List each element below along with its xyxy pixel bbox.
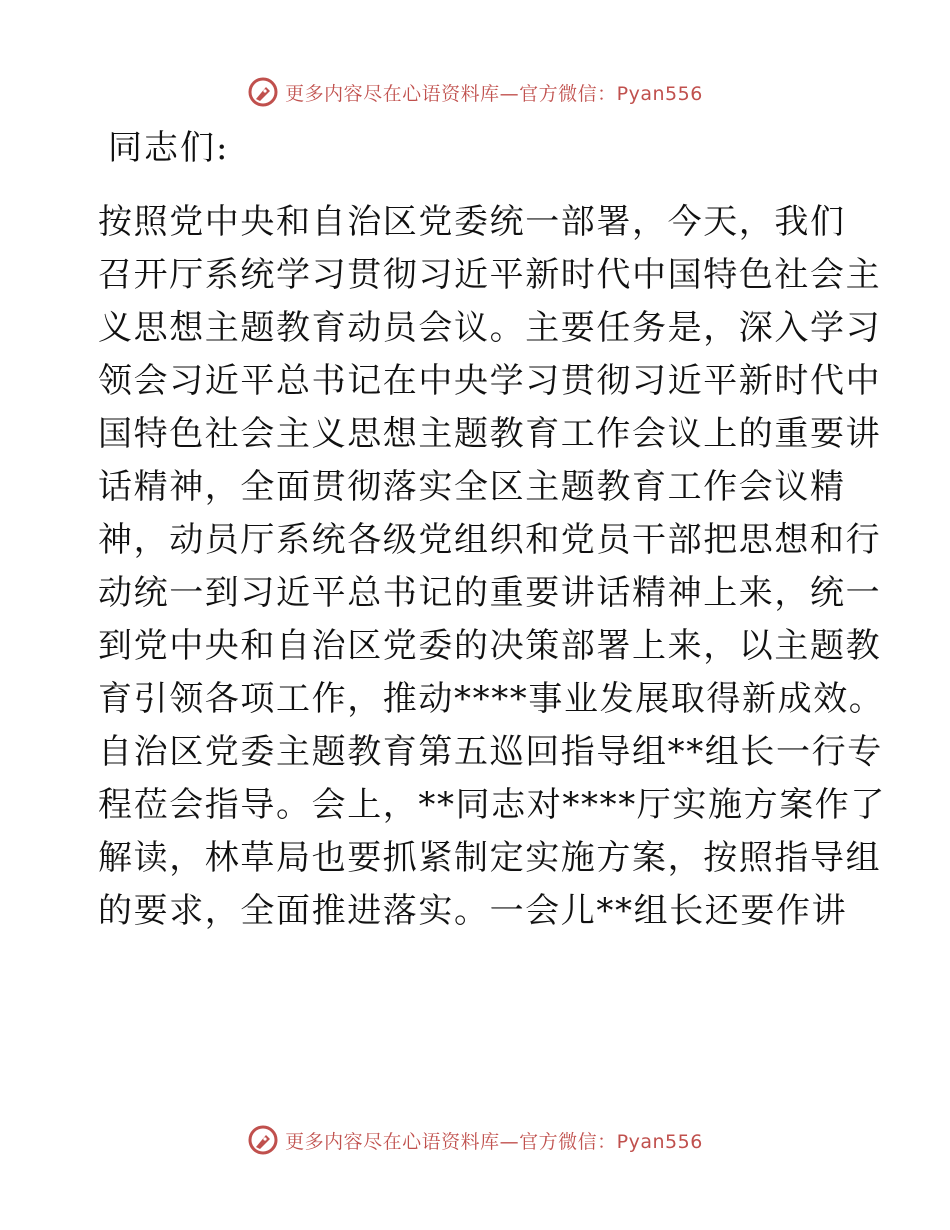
body-line: 按照党中央和自治区党委统一部署，今天，我们	[98, 202, 846, 242]
body-line: 神，动员厅系统各级党组织和党员干部把思想和行	[98, 520, 882, 560]
body-line: 程莅会指导。会上，**同志对****厅实施方案作了	[98, 785, 886, 825]
body-line: 领会习近平总书记在中央学习贯彻习近平新时代中	[98, 361, 882, 401]
body-line: 召开厅系统学习贯彻习近平新时代中国特色社会主	[98, 255, 882, 295]
body-line: 动统一到习近平总书记的重要讲话精神上来，统一	[98, 573, 882, 613]
body-line: 义思想主题教育动员会议。主要任务是，深入学习	[98, 308, 882, 348]
watermark-text: 更多内容尽在心语资料库—官方微信：Pyan556	[285, 82, 703, 105]
pen-nib-circle-logo-icon	[247, 1124, 279, 1156]
footer-watermark	[0, 1120, 950, 1160]
body-line: 解读，林草局也要抓紧制定实施方案，按照指导组	[98, 838, 882, 878]
speech-body	[98, 196, 886, 938]
body-line: 到党中央和自治区党委的决策部署上来，以主题教	[98, 626, 882, 666]
watermark-text: 更多内容尽在心语资料库—官方微信：Pyan556	[285, 1130, 703, 1153]
body-line: 国特色社会主义思想主题教育工作会议上的重要讲	[98, 414, 882, 454]
pen-nib-circle-logo-icon	[247, 76, 279, 108]
body-line: 育引领各项工作，推动****事业发展取得新成效。	[98, 679, 885, 719]
salutation: 同志们:	[108, 128, 230, 168]
header-watermark	[0, 72, 950, 112]
body-line: 话精神，全面贯彻落实全区主题教育工作会议精	[98, 467, 846, 507]
body-line: 自治区党委主题教育第五巡回指导组**组长一行专	[98, 732, 883, 772]
body-line: 的要求，全面推进落实。一会儿**组长还要作讲	[98, 891, 848, 931]
